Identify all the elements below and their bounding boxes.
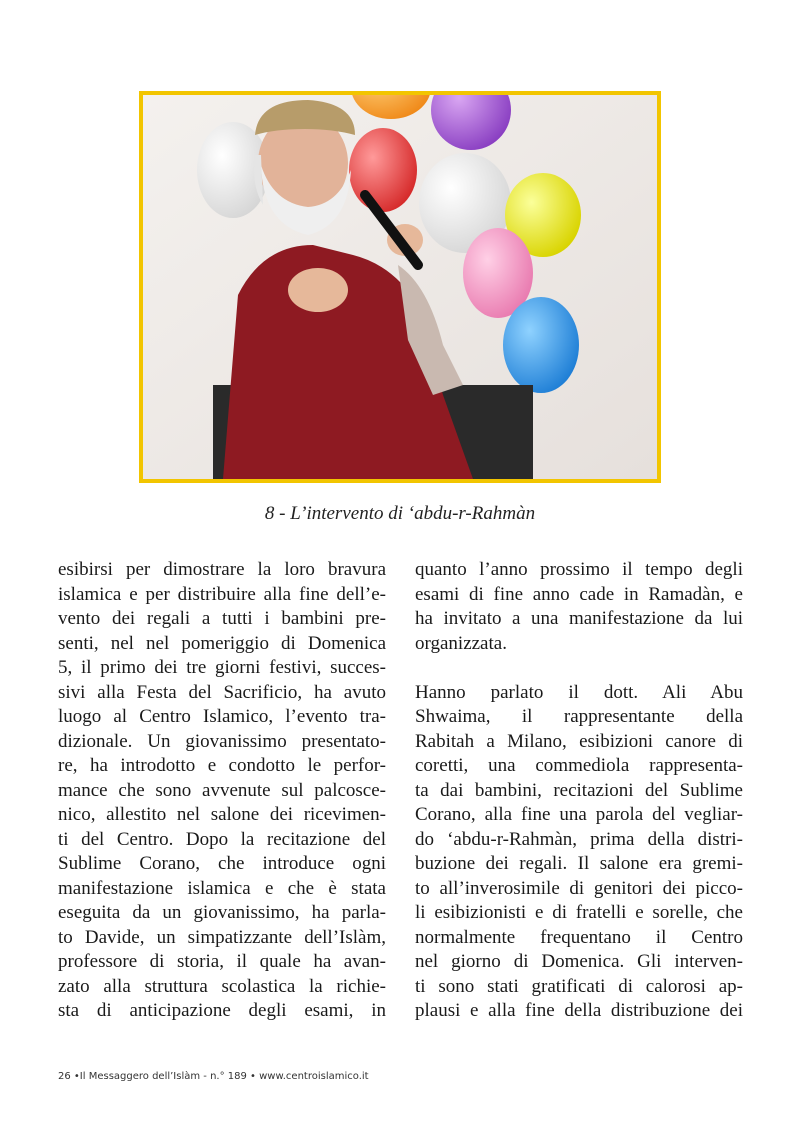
text-line: ti sono stati gratificati di calorosi ap- bbox=[415, 975, 743, 997]
text-line: eseguita da un giovanissimo, ha parla- bbox=[58, 902, 386, 923]
text-line: ti del Centro. Dopo la recitazione del bbox=[58, 828, 386, 850]
text-line: 5, il primo dei tre giorni festivi, succes- bbox=[58, 657, 386, 678]
page-footer: 26 •Il Messaggero dell’Islàm - n.° 189 • www.centroislamico.it bbox=[58, 1071, 369, 1082]
text-line: do ‘abdu-r-Rahmàn, prima della distri- bbox=[415, 828, 743, 850]
article-photo bbox=[139, 91, 661, 483]
text-line: ha invitato a una manifestazione da lui bbox=[415, 608, 743, 629]
text-line: esibirsi per dimostrare la loro bravura bbox=[58, 559, 386, 580]
text-line: esami di fine anno cade in Ramadàn, e bbox=[415, 583, 743, 605]
text-line: vento dei regali a tutti i bambini pre- bbox=[58, 608, 386, 629]
text-line: sivi alla Festa del Sacrificio, ha avuto bbox=[58, 681, 386, 703]
text-line: zato alla struttura scolastica la richie- bbox=[58, 975, 386, 997]
text-line: Sublime Corano, che introduce ogni bbox=[58, 853, 386, 874]
text-line: coretti, una commediola rappresenta- bbox=[415, 755, 743, 776]
text-line: normalmente frequentano il Centro bbox=[415, 926, 743, 948]
text-line: organizzata. bbox=[415, 632, 507, 654]
text-line: plausi e alla fine della distribuzione dei bbox=[415, 1000, 743, 1021]
text-line: ta dai bambini, recitazioni del Sublime bbox=[415, 779, 743, 801]
text-line: Shwaima, il rappresentante della bbox=[415, 706, 743, 727]
text-line: senti, nel nel pomeriggio di Domenica bbox=[58, 632, 386, 654]
text-line: manifestazione islamica e che è stata bbox=[58, 877, 386, 899]
photo-illustration bbox=[143, 95, 657, 479]
text-line: to all’inverosimile di genitori dei picco- bbox=[415, 877, 743, 899]
text-line: Hanno parlato il dott. Ali Abu bbox=[415, 681, 743, 703]
text-line: li esibizionisti e di fratelli e sorelle, che bbox=[415, 902, 743, 923]
text-line: nico, allestito nel salone dei ricevimen- bbox=[58, 804, 386, 825]
text-line: nel giorno di Domenica. Gli interven- bbox=[415, 951, 743, 972]
text-line: re, ha introdotto e condotto le perfor- bbox=[58, 755, 386, 776]
article-column-left bbox=[58, 558, 386, 1024]
text-line: quanto l’anno prossimo il tempo degli bbox=[415, 559, 743, 580]
text-line: to Davide, un simpatizzante dell’Islàm, bbox=[58, 926, 386, 948]
text-line: mance che sono avvenute sul palcosce- bbox=[58, 779, 386, 801]
text-line: dizionale. Un giovanissimo presentato- bbox=[58, 730, 386, 752]
text-line: Corano, alla fine una parola del vegliar- bbox=[415, 804, 743, 825]
text-line: Rabitah a Milano, esibizioni canore di bbox=[415, 730, 743, 752]
text-line: buzione dei regali. Il salone era gremi- bbox=[415, 853, 743, 874]
paragraph-gap bbox=[415, 656, 743, 681]
text-line: professore di storia, il quale ha avan- bbox=[58, 951, 386, 972]
text-line: sta di anticipazione degli esami, in bbox=[58, 1000, 386, 1021]
text-line: islamica e per distribuire alla fine dell’e- bbox=[58, 583, 386, 605]
article-column-right bbox=[415, 558, 743, 1024]
photo-caption: 8 - L’intervento di ‘abdu-r-Rahmàn bbox=[264, 503, 536, 524]
text-line: luogo al Centro Islamico, l’evento tra- bbox=[58, 706, 386, 727]
